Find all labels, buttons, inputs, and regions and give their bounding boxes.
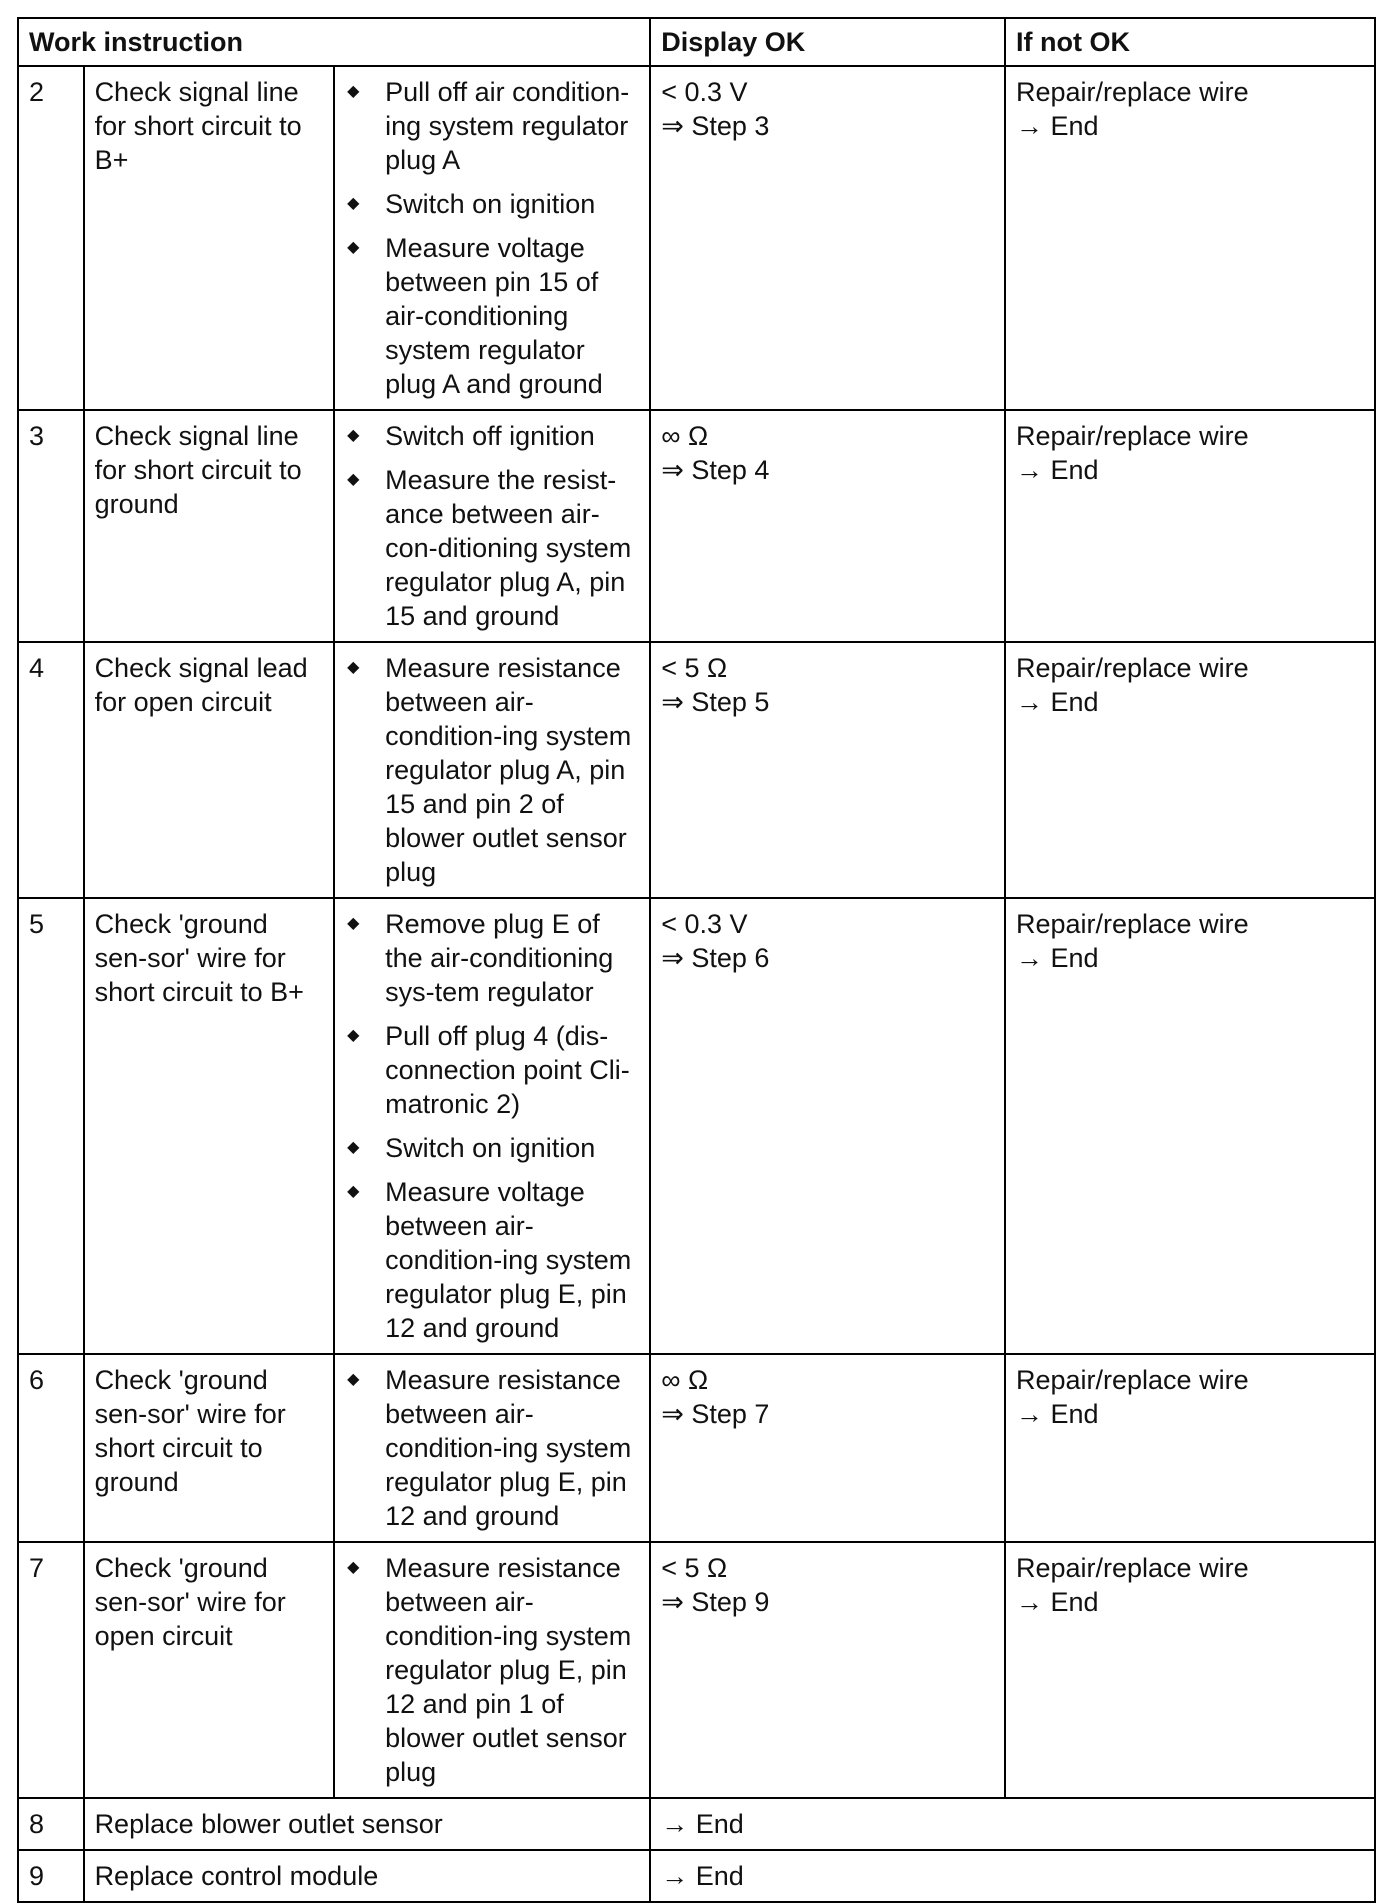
- check-description: Check signal lead for open circuit: [84, 642, 335, 898]
- actions-cell: [334, 1542, 650, 1798]
- check-description: Check 'ground sen-sor' wire for short circuit to ground: [84, 1354, 335, 1542]
- header-display-ok: Display OK: [650, 18, 1005, 66]
- step-number: 6: [18, 1354, 84, 1542]
- action-item: ◆ Measure resistance between air-condition-ing system regulator plug E, pin 12 and pin 1 of blower outlet sensor plug: [345, 1551, 639, 1789]
- display-ok-value: < 5 Ω ⇒ Step 9: [650, 1542, 1005, 1798]
- table-row: [18, 66, 1375, 410]
- action-item: ◆ Measure voltage between pin 15 of air-conditioning system regulator plug A and ground: [345, 231, 639, 401]
- instruction-text: Replace blower outlet sensor: [84, 1798, 651, 1850]
- display-ok-value: < 5 Ω ⇒ Step 5: [650, 642, 1005, 898]
- header-if-not-ok: If not OK: [1005, 18, 1375, 66]
- table-row: [18, 898, 1375, 1354]
- actions-list: [345, 1363, 639, 1533]
- if-not-ok-value: Repair/replace wire → End: [1005, 410, 1375, 642]
- action-item: ◆ Measure resistance between air-condition-ing system regulator plug E, pin 12 and ground: [345, 1363, 639, 1533]
- step-number: 2: [18, 66, 84, 410]
- actions-list: [345, 419, 639, 633]
- work-instruction-table: [17, 17, 1376, 1903]
- actions-cell: [334, 66, 650, 410]
- action-item: ◆ Switch off ignition: [345, 419, 639, 453]
- table-row: [18, 1542, 1375, 1798]
- instruction-text: Replace control module: [84, 1850, 651, 1902]
- display-ok-value: ∞ Ω ⇒ Step 4: [650, 410, 1005, 642]
- step-number: 3: [18, 410, 84, 642]
- check-description: Check signal line for short circuit to B+: [84, 66, 335, 410]
- table-row-simple: [18, 1798, 1375, 1850]
- actions-cell: [334, 898, 650, 1354]
- action-item: ◆ Remove plug E of the air-conditioning sys-tem regulator: [345, 907, 639, 1009]
- table-row-simple: [18, 1850, 1375, 1902]
- display-ok-value: < 0.3 V ⇒ Step 3: [650, 66, 1005, 410]
- display-ok-value: < 0.3 V ⇒ Step 6: [650, 898, 1005, 1354]
- step-number: 5: [18, 898, 84, 1354]
- actions-cell: [334, 410, 650, 642]
- table-row: [18, 410, 1375, 642]
- actions-cell: [334, 642, 650, 898]
- result-text: → End: [650, 1850, 1375, 1902]
- step-number: 4: [18, 642, 84, 898]
- action-item: ◆ Pull off air condition-ing system regulator plug A: [345, 75, 639, 177]
- action-item: ◆ Pull off plug 4 (dis-connection point Cli-matronic 2): [345, 1019, 639, 1121]
- action-item: ◆ Measure voltage between air-condition-ing system regulator plug E, pin 12 and ground: [345, 1175, 639, 1345]
- step-number: 9: [18, 1850, 84, 1902]
- table-body: [18, 66, 1375, 1902]
- action-item: ◆ Switch on ignition: [345, 1131, 639, 1165]
- step-number: 7: [18, 1542, 84, 1798]
- if-not-ok-value: Repair/replace wire → End: [1005, 898, 1375, 1354]
- header-work-instruction: Work instruction: [18, 18, 650, 66]
- table-row: [18, 1354, 1375, 1542]
- check-description: Check 'ground sen-sor' wire for short circuit to B+: [84, 898, 335, 1354]
- actions-list: [345, 1551, 639, 1789]
- actions-list: [345, 651, 639, 889]
- check-description: Check signal line for short circuit to ground: [84, 410, 335, 642]
- actions-cell: [334, 1354, 650, 1542]
- result-text: → End: [650, 1798, 1375, 1850]
- display-ok-value: ∞ Ω ⇒ Step 7: [650, 1354, 1005, 1542]
- if-not-ok-value: Repair/replace wire → End: [1005, 1354, 1375, 1542]
- if-not-ok-value: Repair/replace wire → End: [1005, 66, 1375, 410]
- actions-list: [345, 907, 639, 1345]
- action-item: ◆ Measure resistance between air-condition-ing system regulator plug A, pin 15 and pin 2 of blower outlet sensor plug: [345, 651, 639, 889]
- actions-list: [345, 75, 639, 401]
- if-not-ok-value: Repair/replace wire → End: [1005, 1542, 1375, 1798]
- step-number: 8: [18, 1798, 84, 1850]
- table-row: [18, 642, 1375, 898]
- action-item: ◆ Switch on ignition: [345, 187, 639, 221]
- if-not-ok-value: Repair/replace wire → End: [1005, 642, 1375, 898]
- table-header-row: [18, 18, 1375, 66]
- check-description: Check 'ground sen-sor' wire for open circuit: [84, 1542, 335, 1798]
- action-item: ◆ Measure the resist-ance between air-con-ditioning system regulator plug A, pin 15 and ground: [345, 463, 639, 633]
